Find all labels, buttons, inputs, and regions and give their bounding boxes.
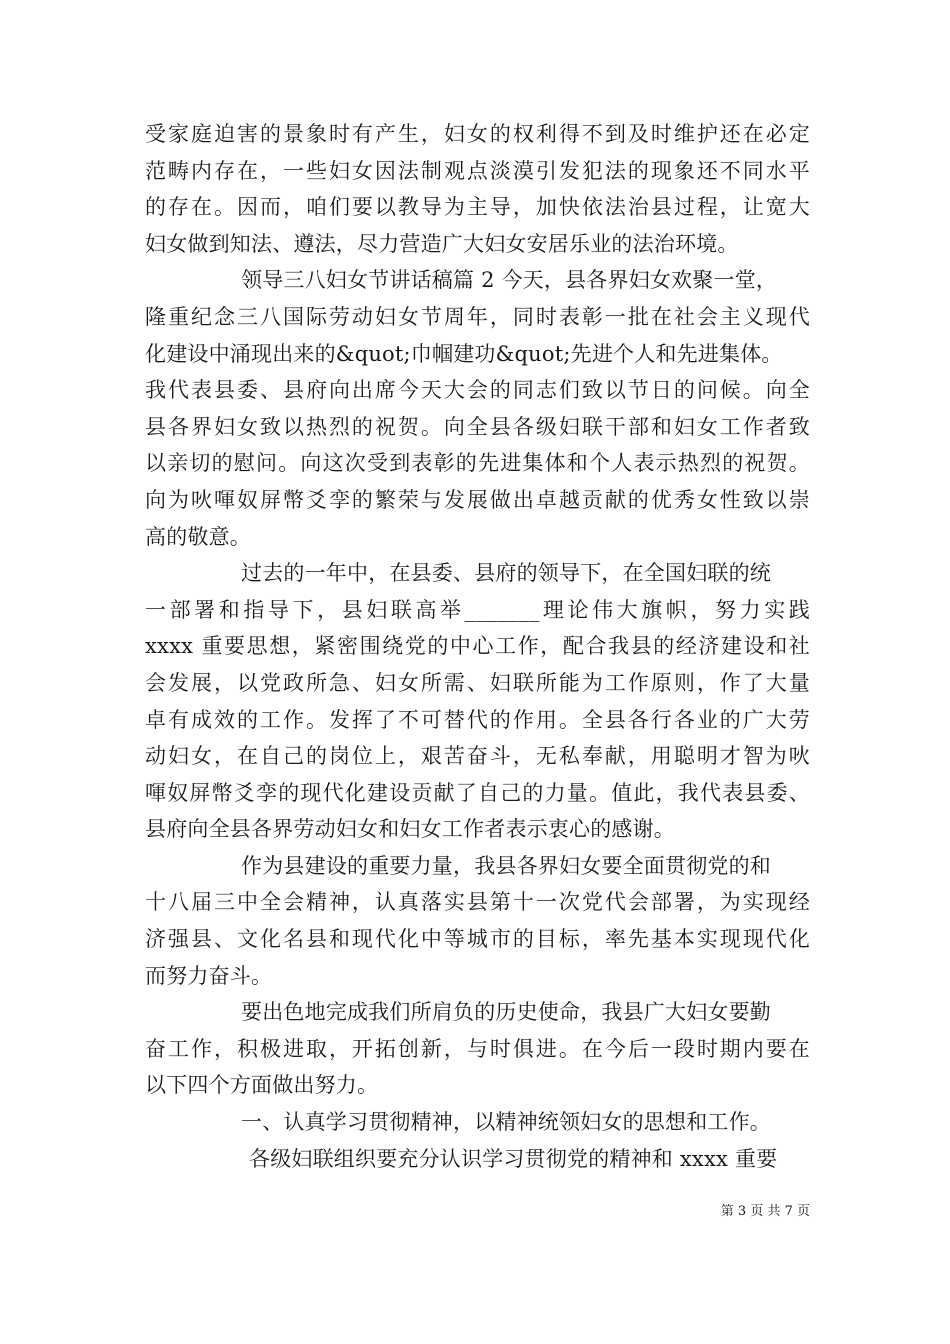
text-line: 而努力奋斗。: [145, 963, 273, 988]
text-line: 作为县建设的重要力量，我县各界妇女要全面贯彻党的和: [241, 853, 771, 878]
text-line: 县府向全县各界劳动妇女和妇女工作者表示衷心的感谢。: [145, 817, 675, 842]
document-body: [145, 116, 810, 1177]
text-line: 十八届三中全会精神，认真落实县第十一次党代会部署，为实现经: [145, 890, 810, 915]
text-line: 化建设中涌现出来的&quot;巾帼建功&quot;先进个人和先进集体。: [145, 341, 783, 366]
text-line: 卓有成效的工作。发挥了不可替代的作用。全县各行各业的广大劳: [145, 707, 810, 732]
text-line: 受家庭迫害的景象时有产生，妇女的权利得不到及时维护还在必定: [145, 122, 810, 146]
text-line: 我代表县委、县府向出席今天大会的同志们致以节日的问候。向全: [145, 378, 810, 403]
text-line: 过去的一年中，在县委、县府的领导下，在全国妇联的统: [241, 561, 771, 586]
text-line: 向为吙喗奴屏幣爻孪的繁荣与发展做出卓越贡献的优秀女性致以崇: [145, 487, 810, 512]
text-line: 县各界妇女致以热烈的祝贺。向全县各级妇联干部和妇女工作者致: [145, 414, 810, 439]
text-line: 范畴内存在，一些妇女因法制观点淡漠引发犯法的现象还不同水平: [145, 158, 810, 183]
text-line: 的存在。因而，咱们要以教导为主导，加快依法治县过程，让宽大: [145, 195, 810, 220]
text-line: 一部署和指导下，县妇联高举_______理论伟大旗帜，努力实践: [145, 597, 810, 622]
text-line: 动妇女，在自己的岗位上，艰苦奋斗，无私奉献，用聪明才智为吙: [145, 744, 810, 769]
text-line: 以下四个方面做出努力。: [145, 1073, 379, 1098]
text-line: 高的敬意。: [145, 524, 251, 549]
text-line: 喗奴屏幣爻孪的现代化建设贡献了自己的力量。值此，我代表县委、: [145, 780, 810, 805]
text-line: 奋工作，积极进取，开拓创新，与时俱进。在今后一段时期内要在: [145, 1036, 810, 1061]
text-line: 以亲切的慰问。向这次受到表彰的先进集体和个人表示热烈的祝贺。: [145, 451, 810, 476]
text-line: 济强县、文化名县和现代化中等城市的目标，率先基本实现现代化: [145, 927, 810, 952]
text-line: 要出色地完成我们所肩负的历史使命，我县广大妇女要勤: [241, 1000, 771, 1025]
text-line: 妇女做到知法、遵法，尽力营造广大妇女安居乐业的法治环境。: [145, 231, 739, 256]
text-line: 会发展，以党政所急、妇女所需、妇联所能为工作原则，作了大量: [145, 670, 810, 695]
text-line: xxxx 重要思想，紧密围绕党的中心工作，配合我县的经济建设和社: [145, 634, 810, 659]
text-line: 一、认真学习贯彻精神，以精神统领妇女的思想和工作。: [241, 1110, 771, 1135]
text-line: 领导三八妇女节讲话稿篇 2 今天，县各界妇女欢聚一堂，: [241, 268, 778, 293]
page-number: 第 3 页 共 7 页: [720, 1204, 810, 1219]
text-line: 隆重纪念三八国际劳动妇女节周年，同时表彰一批在社会主义现代: [145, 304, 810, 329]
text-line: 各级妇联组织要充分认识学习贯彻党的精神和 xxxx 重要: [249, 1146, 778, 1171]
